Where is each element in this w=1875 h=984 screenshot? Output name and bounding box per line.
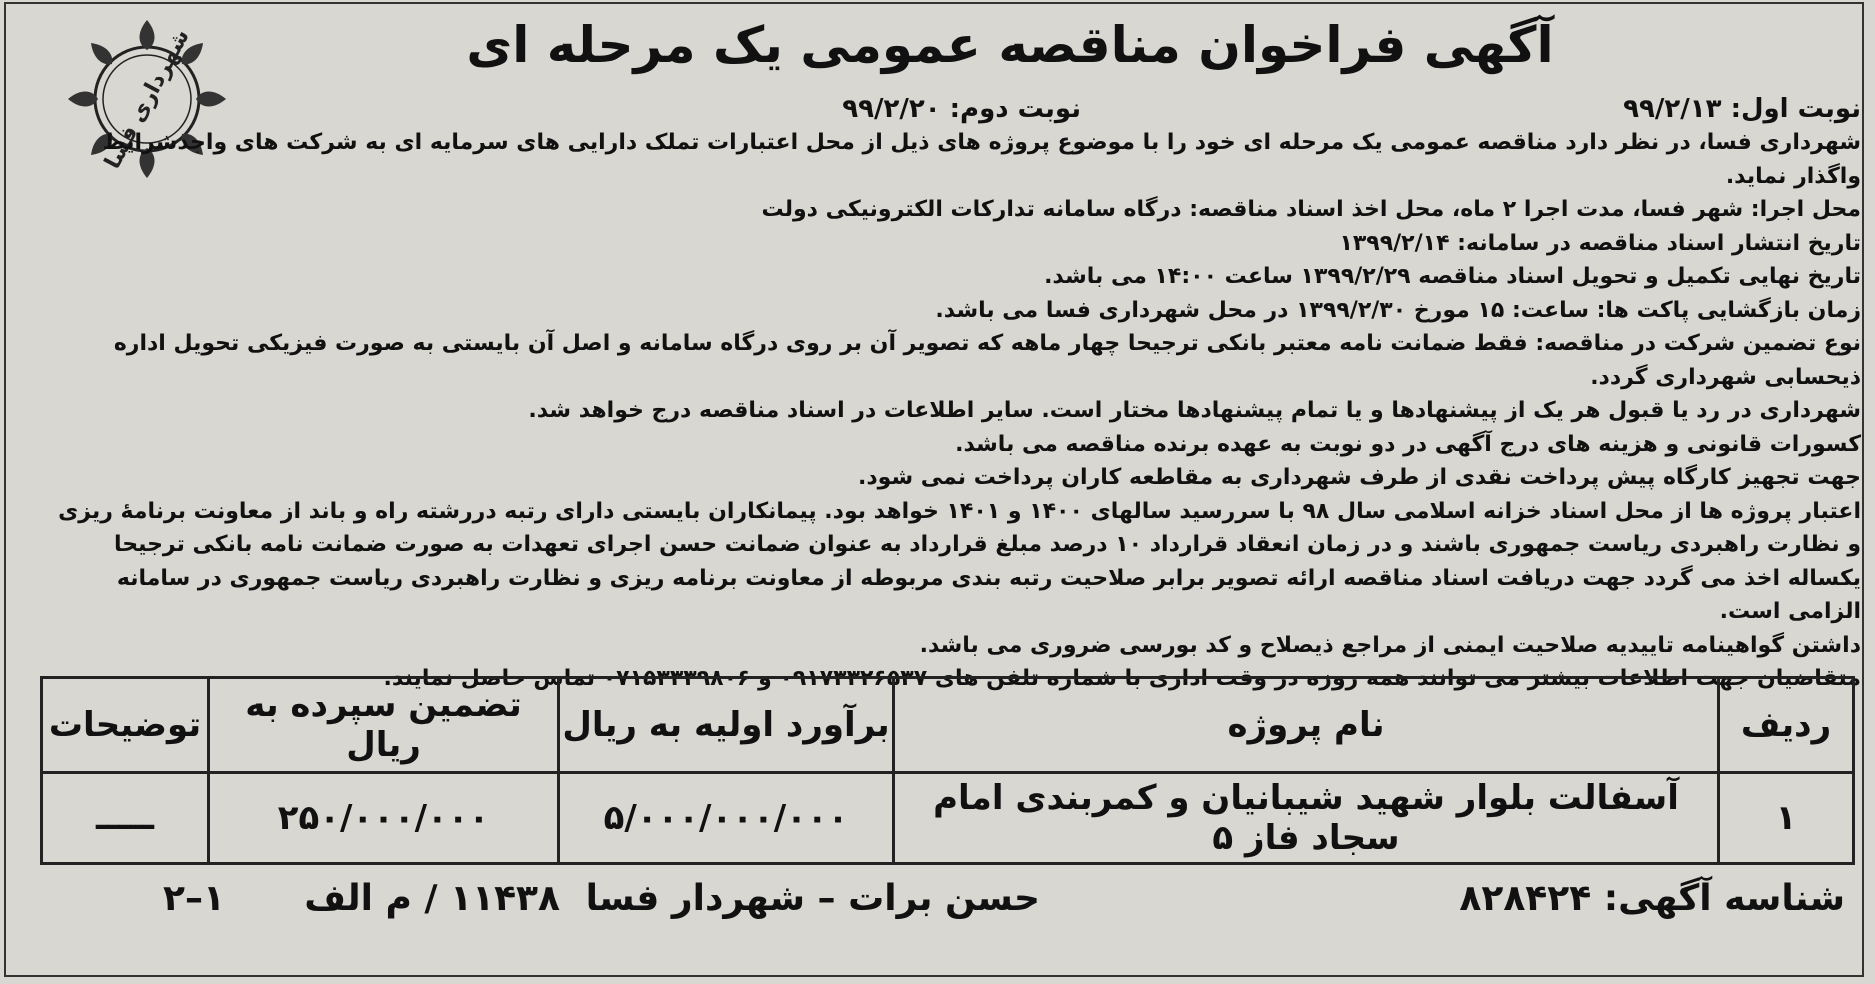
paragraph: جهت تجهیز کارگاه پیش پرداخت نقدی از طرف شهرداری به مقاطعه کاران پرداخت نمی شود.: [858, 465, 1861, 490]
signature: حسن برات – شهردار فسا: [585, 878, 1040, 919]
page-number: ۱–۲: [163, 878, 225, 919]
table-cell: ۱: [1719, 773, 1854, 864]
column-header: تضمین سپرده به ریال: [209, 678, 559, 773]
column-header: برآورد اولیه به ریال: [559, 678, 894, 773]
table-cell: آسفالت بلوار شهید شیبانیان و کمربندی امام سجاد فاز ۵: [894, 773, 1719, 864]
ad-title: آگهی فراخوان مناقصه عمومی یک مرحله ای: [466, 16, 1554, 74]
paragraph: شهرداری فسا، در نظر دارد مناقصه عمومی یک مرحله ای خود را با موضوع پروژه های ذیل از محل اعتبارات تملک دارایی های سرمایه ای به شرکت های واجدشرایط واگذار نماید.: [102, 130, 1861, 189]
paragraph: کسورات قانونی و هزینه های درج آگهی در دو نوبت به عهده برنده مناقصه می باشد.: [955, 431, 1861, 457]
ad-body: [41, 92, 1861, 696]
ad-id: شناسه آگهی: ۸۲۸۴۲۴: [1459, 878, 1845, 919]
second-round: نوبت دوم: ۹۹/۲/۲۰: [842, 94, 1081, 124]
paragraph: تاریخ نهایی تکمیل و تحویل اسناد مناقصه ۱۳۹۹/۲/۲۹ ساعت ۱۴:۰۰ می باشد.: [1044, 264, 1861, 289]
paragraph: متقاضیان جهت اطلاعات بیشتر می توانند همه روزه در وقت اداری با شماره تلفن های ۰۹۱۷۳۳۲۶۵۳۷ و ۰۷۱۵۳۳۳۹۸۰۶ تماس حاصل نمایند.: [383, 666, 1861, 691]
paragraph: نوع تضمین شرکت در مناقصه: فقط ضمانت نامه معتبر بانکی ترجیحا چهار ماهه که تصویر آن بر روی درگاه سامانه و اصل آن بایستی به صورت فیزیکی تحویل اداره ذیحسابی شهرداری گردد.: [113, 331, 1861, 390]
table-cell: ۵/۰۰۰/۰۰۰/۰۰۰: [559, 773, 894, 864]
table-header-row: [42, 678, 1854, 773]
emblem-text: شهرداری فسا: [99, 25, 195, 173]
table-cell: ۲۵۰/۰۰۰/۰۰۰: [209, 773, 559, 864]
paragraph: تاریخ انتشار اسناد مناقصه در سامانه: ۱۳۹۹/۲/۱۴: [1339, 230, 1861, 256]
first-round: نوبت اول: ۹۹/۲/۱۳: [1623, 94, 1861, 124]
paragraph: اعتبار پروژه ها از محل اسناد خزانه اسلامی سال ۹۸ با سررسید سالهای ۱۴۰۰ و ۱۴۰۱ خواهد بود. پیمانکاران بایستی دارای رتبه دررشته راه و باند از معاونت برنامهٔ ریزی و نظارت راهبردی ریاست جمهوری باشند و در زمان انعقاد قرارداد ۱۰ درصد مبلغ قرارداد به عنوان ضمانت حسن اجرای تعهدات به صورت ضمانت نامه بانکی ترجیحا یکساله اخذ می گردد جهت دریافت اسناد مناقصه ارائه تصویر برابر صلاحیت رتبه بندی مربوطه از معاونت برنامه ریزی و نظارت راهبردی ریاست جمهوری در سامانه الزامی است.: [58, 498, 1861, 624]
paragraph: محل اجرا: شهر فسا، مدت اجرا ۲ ماه، محل اخذ اسناد مناقصه: درگاه سامانه تدارکات الکترونیکی دولت: [761, 197, 1861, 222]
reference-code: ۱۱۴۳۸ / م الف: [304, 878, 560, 919]
table-cell: ـــــ: [42, 773, 209, 864]
column-header: ردیف: [1719, 678, 1854, 773]
table-row: [42, 773, 1854, 864]
paragraph: داشتن گواهینامه تاییدیه صلاحیت ایمنی از مراجع ذیصلاح و کد بورسی ضروری می باشد.: [919, 632, 1861, 658]
publication-rounds: [41, 92, 1861, 126]
paragraph: زمان بازگشایی پاکت ها: ساعت: ۱۵ مورخ ۱۳۹۹/۲/۳۰ در محل شهرداری فسا می باشد.: [935, 297, 1861, 323]
column-header: نام پروژه: [894, 678, 1719, 773]
column-header: توضیحات: [42, 678, 209, 773]
projects-table: [40, 676, 1855, 865]
paragraph: شهرداری در رد یا قبول هر یک از پیشنهادها و یا تمام پیشنهادها مختار است. سایر اطلاعات در اسناد مناقصه درج خواهد شد.: [528, 398, 1861, 423]
ad-footer: [40, 878, 1855, 948]
